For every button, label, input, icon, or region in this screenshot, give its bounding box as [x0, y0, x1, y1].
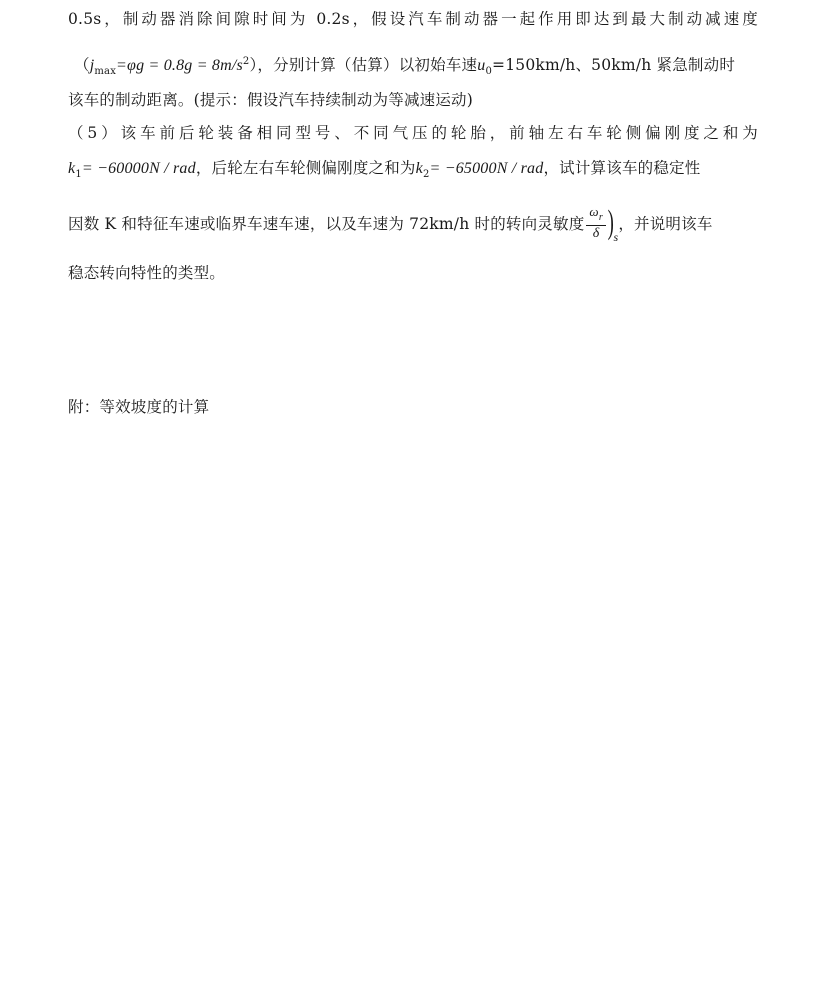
line-4-text: （5）该车前后轮装备相同型号、不同气压的轮胎，前轴左右车轮侧偏刚度之和为	[68, 124, 758, 142]
fraction-paren-sub: s	[613, 230, 619, 244]
fraction-denominator: δ	[592, 226, 600, 241]
formula-j-rest: =φg = 0.8g = 8	[116, 57, 221, 74]
line-6-head: 因数 K 和特征车速或临界车速车速，以及车速为 72km/h 时的转向灵敏度	[68, 215, 585, 233]
text-line-4	[68, 123, 758, 143]
fraction-numerator: $\omega_r$	[586, 205, 605, 226]
line-2-tail: =150km/h、50km/h 紧急制动时	[492, 56, 736, 74]
fraction-numerator-sub: r	[598, 212, 603, 223]
text-line-5	[68, 158, 758, 185]
line-1-text: 0.5s，制动器消除间隙时间为 0.2s，假设汽车制动器一起作用即达到最大制动减速度	[68, 10, 758, 28]
text-line-2	[74, 52, 764, 82]
formula-k1-sub: 1	[75, 169, 82, 180]
line-5-mid: ，后轮左右车轮侧偏刚度之和为	[195, 159, 416, 177]
line-2-close: ），分别计算（估算）以初始车速	[249, 56, 478, 74]
line-5-tail: ，试计算该车的稳定性	[543, 159, 701, 177]
text-line-6	[68, 204, 758, 247]
formula-k2: k	[415, 160, 423, 177]
steering-sensitivity-fraction	[586, 205, 605, 241]
formula-k1-value: = −60000N / rad	[81, 160, 196, 177]
open-paren: （	[74, 56, 90, 74]
fraction-right-paren: )	[607, 204, 614, 241]
appendix-heading	[68, 397, 758, 417]
formula-unit: m/s	[220, 57, 243, 74]
formula-j: j	[89, 57, 95, 74]
line-7-text: 稳态转向特性的类型。	[68, 264, 226, 282]
formula-k2-sub: 2	[422, 169, 430, 180]
formula-k1: k	[68, 160, 76, 177]
text-line-1	[68, 9, 758, 29]
formula-k2-value: = −65000N / rad	[429, 160, 544, 177]
formula-j-sub: max	[94, 66, 117, 77]
text-line-3	[68, 90, 758, 110]
appendix-text: 附：等效坡度的计算	[68, 398, 210, 416]
formula-unit-sup: 2	[242, 56, 250, 67]
line-3-text: 该车的制动距离。(提示：假设汽车持续制动为等减速运动)	[68, 91, 473, 109]
formula-u-sub: 0	[485, 66, 493, 77]
line-6-tail: ，并说明该车	[618, 215, 713, 233]
text-line-7	[68, 263, 758, 283]
formula-u: u	[477, 57, 486, 74]
